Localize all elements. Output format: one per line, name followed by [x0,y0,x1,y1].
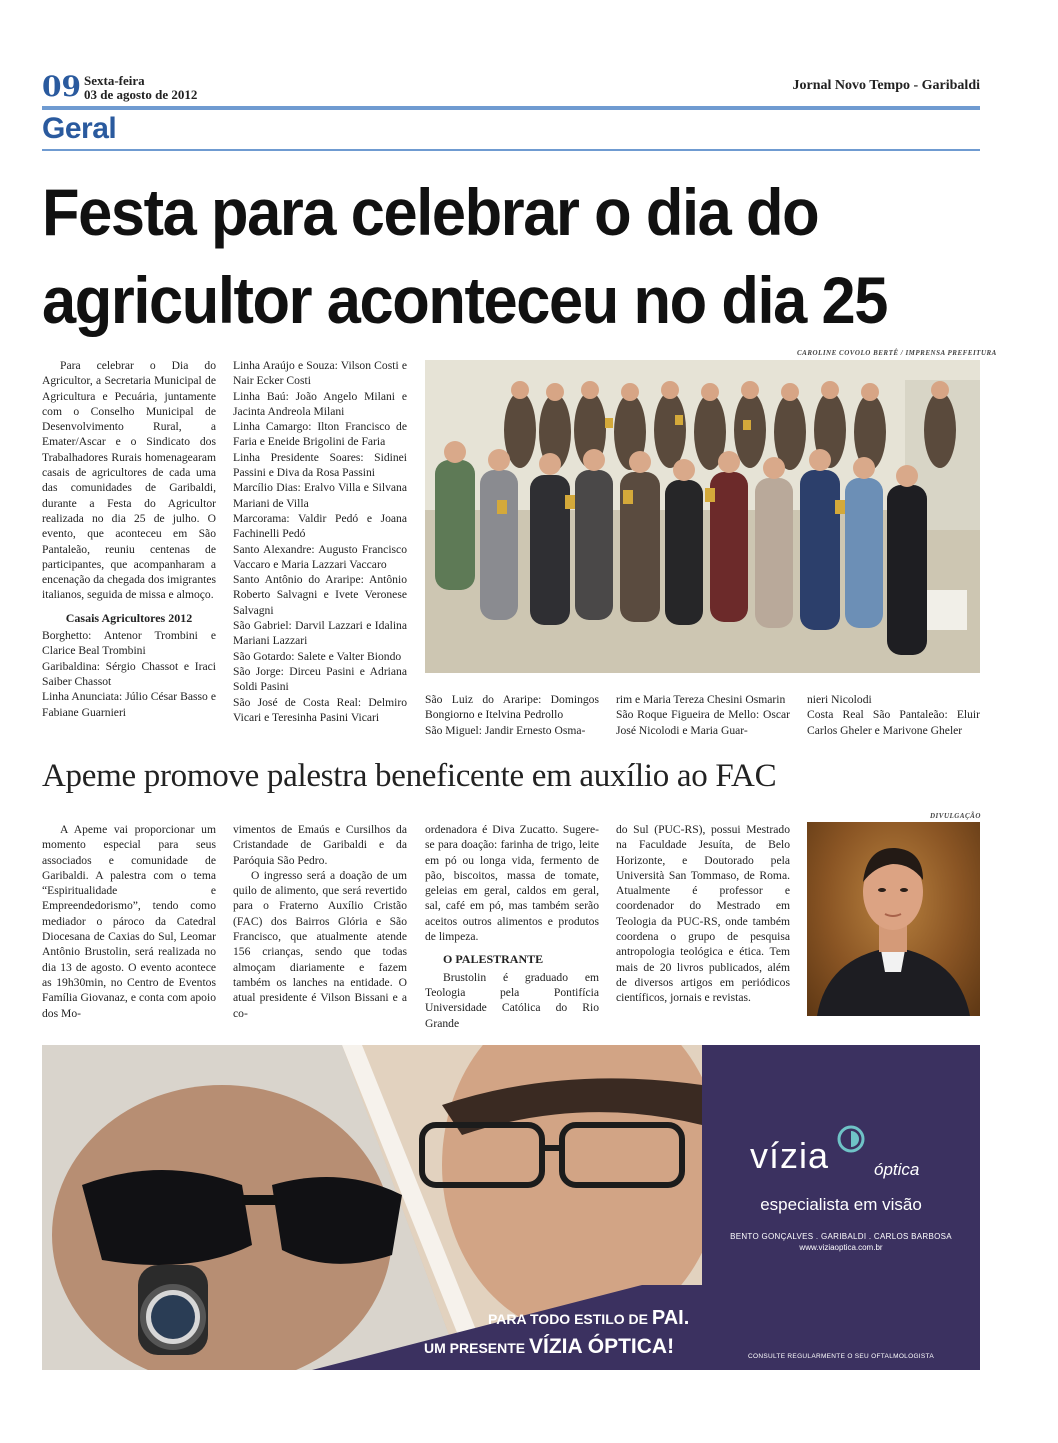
list-item: Linha Camargo: Ilton Francisco de Faria e Eneide Brigolini de Faria [233,420,407,449]
article2-column-2: vimentos de Emaús e Cursilhos da Cristandade de Garibaldi e da Paróquia São Pedro. O ingresso será a doação de um quilo de alimento, que será revertido para o Fraterno Auxílio Cristão (FAC) dos Bairros Glória e São Francisco, que atualmente atende 156 crianças, sendo que todas almoçam diariamente e fazem também os lanches na entidade. O atual presidente é Vilson Bissani e a co- [233,823,407,1020]
list-item: São Gotardo: Salete e Valter Biondo [233,649,402,663]
list-item: Linha Araújo e Souza: Vilson Costi e Nair Ecker Costi [233,359,407,388]
farmers-group-photo [425,360,980,673]
ad-cities: BENTO GONÇALVES . GARIBALDI . CARLOS BARBOSA [730,1232,952,1241]
list-item: São Miguel: Jandir Ernesto Osma- [425,723,586,737]
article1-headline: Festa para celebrar o dia do agricultor aconteceu no dia 25 [42,175,887,337]
list-item: nieri Nicolodi [807,693,872,706]
list-item: São Luiz do Araripe: Domingos Bongiorno e Itelvina Pedrollo [425,693,599,722]
list-item: rim e Maria Tereza Chesini Osmarin [616,693,786,706]
article2-column-3: ordenadora é Diva Zucatto. Sugere-se para doação: farinha de trigo, leite em pó ou longa vida, fermento de pão, biscoitos, massa de tomate, geleias em geral, caldos em geral, sal, café em pó, mas também serão aceitos outros alimentos e produtos de limpeza. O PALESTRANTE Brustolin é graduado em Teologia pela Pontifícia Universidade Católica do Rio Grande [425,823,599,1030]
ad-slogan-line1: PARA TODO ESTILO DE PAI. [488,1307,690,1329]
newspaper-name: Jornal Novo Tempo - Garibaldi [792,78,980,93]
vizia-optica-advertisement[interactable] [42,1045,980,1370]
header-rule [42,106,980,110]
article1-column-3 [425,692,599,738]
article1-column-5 [807,692,980,738]
date-block [84,74,197,102]
photo1-credit: CAROLINE COVOLO BERTÊ / IMPRENSA PREFEITURA [797,349,997,357]
list-item: Costa Real São Pantaleão: Eluir Carlos Gheler e Marivone Gheler [807,708,980,737]
list-item: Marcorama: Valdir Pedó e Joana Fachinelli Pedó [233,511,407,541]
list-item: Marcílio Dias: Eralvo Villa e Silvana Mariani de Villa [233,481,407,510]
list-item: São Roque Figueira de Mello: Oscar José Nicolodi e Maria Guar- [616,708,790,737]
article1-column-2 [233,358,407,725]
list-item: Santo Antônio do Araripe: Antônio Roberto Salvagni e Ivete Veronese Salvagni [233,573,407,617]
article1-intro: Para celebrar o Dia do Agricultor, a Secretaria Municipal de Agricultura e Pecuária, juntamente com o Conselho Municipal de Desenvolvimento Rural, a Emater/Ascar e o Sindicato dos Trabalhadores Rurais homenagearam casais de agricultores de cada uma das comunidades de Garibaldi, durante a Festa do Agricultor realizada no dia 25 de julho. O evento, que aconteceu em São Pantaleão, reuniu centenas de participantes, que acompanharam a encenação da chegada dos imigrantes italianos, seguida de missa e almoço. [42,359,216,602]
article1-subhead: Casais Agricultores 2012 [65,610,193,625]
list-item: Santo Alexandre: Augusto Francisco Vaccaro e Maria Lazzari Vaccaro [233,542,407,571]
brand-subtitle: óptica [874,1160,920,1179]
page-number: 09 [42,70,81,103]
brand-logo-icon [837,1125,865,1153]
list-item: São Jorge: Dirceu Pasini e Adriana Soldi Pasini [233,664,407,694]
article2-headline: Apeme promove palestra beneficente em auxílio ao FAC [42,758,777,794]
ad-website[interactable]: www.viziaoptica.com.br [799,1243,883,1252]
section-rule [42,149,980,151]
issue-date: 03 de agosto de 2012 [84,87,198,102]
list-item: São José de Costa Real: Delmiro Vicari e Teresinha Pasini Vicari [233,695,407,724]
photo2-credit: DIVULGAÇÃO [930,812,981,820]
article1-column-1 [42,358,216,720]
article1-column-4 [616,692,790,738]
list-item: Garibaldina: Sérgio Chassot e Iraci Saiber Chassot [42,659,216,688]
article2-column-4: do Sul (PUC-RS), possui Mestrado na Faculdade Jesuíta, de Belo Horizonte, e Doutorado pela Università San Tommaso, de Roma. Atualmente é professor e coordenador do Mestrado em Teologia da PUC-RS, onde também coordena o grupo de pesquisa antropologia teológica e ética. Tem mais de 20 livros publicados, além de diversos artigos em periódicos científicos, jornais e revistas. [616,823,790,1005]
list-item: Linha Anunciata: Júlio César Basso e Fabiane Guarnieri [42,690,216,719]
ad-tagline: especialista em visão [760,1195,922,1214]
article2-subhead: O PALESTRANTE [443,952,544,967]
priest-portrait-photo [807,822,980,1016]
portrait-illustration [807,822,980,1016]
brand-logo: vízia [750,1135,830,1176]
page-header [42,72,980,106]
list-item: Borghetto: Antenor Trombini e Clarice Beal Trombini [42,629,216,658]
list-item: Linha Baú: João Angelo Milani e Jacinta Andreola Milani [233,389,407,418]
ad-slogan-line2: UM PRESENTE VÍZIA ÓPTICA! [424,1335,675,1358]
list-item: Linha Presidente Soares: Sidinei Passini e Diva da Rosa Passini [233,450,407,480]
section-title: Geral [42,112,117,145]
article2-column-1: A Apeme vai proporcionar um momento especial para seus associados e comunidade de Garibaldi. A palestra com o tema “Espiritualidade e Empreendedorismo”, tendo como mediador o pároco da Catedral Diocesana de Caxias do Sul, Leomar Antônio Brustolin, será realizada no dia 13 de agosto. O evento acontece as 19h30min, no Centro de Eventos Família Giovanaz, e conta com apoio dos Mo- [42,823,216,1020]
ad-disclaimer: CONSULTE REGULARMENTE O SEU OFTALMOLOGISTA [748,1353,934,1360]
group-photo-illustration [425,360,980,673]
weekday: Sexta-feira [84,73,145,88]
list-item: São Gabriel: Darvil Lazzari e Idalina Mariani Lazzari [233,619,407,648]
